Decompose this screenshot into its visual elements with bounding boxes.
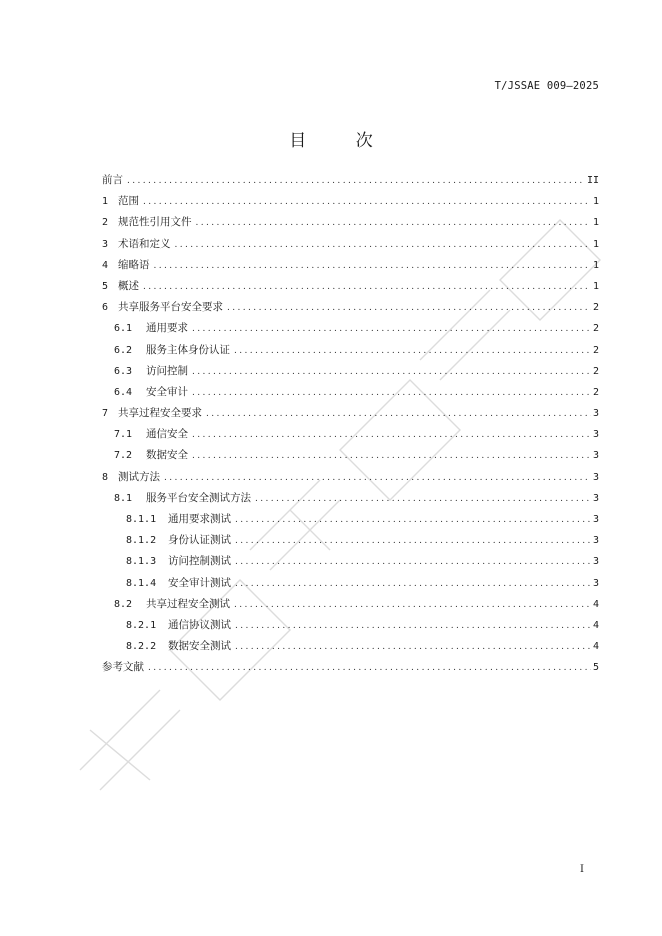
toc-entry[interactable]: [102, 467, 599, 488]
toc-entry-page: 2: [592, 323, 599, 335]
dot-leader: [255, 489, 591, 509]
toc-entry-page: 3: [592, 556, 599, 568]
toc-entry-page: 2: [592, 386, 599, 398]
toc-entry-number: 8.1.4: [126, 577, 157, 589]
toc-entry-page: 3: [592, 429, 599, 441]
toc-entry-label: 通用要求测试: [168, 513, 231, 525]
toc-entry-label: 安全审计测试: [168, 576, 231, 589]
toc-entry-page: 4: [592, 619, 599, 631]
toc-entry-label: 通信协议测试: [168, 618, 231, 631]
toc-entry-number: 6: [102, 302, 109, 314]
toc-entry-page: 1: [592, 280, 599, 292]
toc-entry-page: 3: [592, 514, 599, 525]
toc-entry-page: 3: [592, 450, 599, 462]
toc-entry-page: 3: [592, 492, 599, 504]
standard-code: T/JSSAE 009—2025: [494, 80, 599, 92]
dot-leader: [206, 404, 591, 424]
toc-entry-page: 3: [592, 535, 599, 547]
toc-entry-page: 1: [592, 196, 599, 208]
toc-entry-label: 范围: [118, 195, 139, 208]
toc-entry-label: 服务平台安全测试方法: [146, 491, 251, 504]
toc-entry-page: 5: [592, 662, 599, 674]
toc-entry-number: 8.1.1: [126, 514, 157, 525]
toc-entry[interactable]: [102, 255, 599, 276]
toc-entry[interactable]: [102, 170, 599, 191]
dot-leader: [192, 446, 591, 466]
toc-entry-label: 安全审计: [146, 385, 188, 398]
toc-entry-label: 术语和定义: [118, 237, 171, 250]
toc-entry-page: 3: [592, 577, 599, 589]
toc-entry[interactable]: [102, 615, 599, 636]
dot-leader: [196, 213, 591, 233]
toc-entry[interactable]: [102, 509, 599, 530]
toc-entry-page: 3: [592, 408, 599, 420]
dot-leader: [192, 383, 591, 403]
toc-entry[interactable]: [102, 382, 599, 403]
toc-entry[interactable]: [102, 530, 599, 551]
toc-entry-number: 7: [102, 408, 109, 420]
toc-entry-number: 4: [102, 259, 109, 271]
dot-leader: [148, 658, 591, 678]
toc-entry[interactable]: [102, 234, 599, 255]
dot-leader: [143, 192, 591, 212]
toc-entry[interactable]: [102, 361, 599, 382]
toc-entry-number: 2: [102, 217, 109, 229]
dot-leader: [235, 552, 591, 572]
toc-entry-number: 3: [102, 238, 109, 250]
toc-entry-number: 7.2: [114, 450, 133, 462]
toc-entry-number: 1: [102, 196, 109, 208]
toc-entry[interactable]: [102, 594, 599, 615]
toc-entry-page: 3: [592, 471, 599, 483]
toc-entry[interactable]: [102, 657, 599, 678]
dot-leader: [192, 319, 591, 339]
toc-entry[interactable]: [102, 424, 599, 445]
toc-entry-label: 通用要求: [146, 322, 188, 335]
toc-entry-label: 共享过程安全要求: [118, 407, 202, 420]
toc-entry-label: 通信安全: [146, 428, 188, 441]
toc-entry-label: 数据安全: [146, 449, 188, 462]
toc-entry[interactable]: [102, 403, 599, 424]
toc-entry-label: 共享服务平台安全要求: [118, 301, 223, 314]
page-number: I: [580, 864, 584, 875]
dot-leader: [234, 341, 591, 361]
toc-entry-label: 前言: [102, 174, 123, 186]
toc-entry-number: 7.1: [114, 429, 133, 441]
toc-entry-page: 1: [592, 259, 599, 271]
toc-entry[interactable]: [102, 573, 599, 594]
table-of-contents: [102, 170, 599, 679]
dot-leader: [127, 171, 585, 191]
toc-entry-label: 概述: [118, 279, 139, 292]
toc-entry-page: 4: [592, 641, 599, 653]
dot-leader: [235, 637, 591, 657]
toc-entry-number: 8.2: [114, 598, 133, 610]
toc-entry[interactable]: [102, 191, 599, 212]
page-title: 目 次: [289, 131, 395, 151]
toc-entry-label: 访问控制测试: [168, 555, 231, 568]
toc-entry-number: 6.3: [114, 365, 133, 377]
toc-entry[interactable]: [102, 318, 599, 339]
toc-entry-label: 测试方法: [118, 470, 160, 483]
dot-leader: [192, 425, 591, 445]
dot-leader: [235, 510, 591, 530]
toc-entry-number: 8.1.3: [126, 556, 157, 568]
toc-entry-page: 2: [592, 365, 599, 377]
toc-entry[interactable]: [102, 297, 599, 318]
toc-entry-number: 8.1: [114, 492, 133, 504]
toc-entry-label: 缩略语: [118, 258, 150, 271]
dot-leader: [164, 468, 591, 488]
dot-leader: [192, 362, 591, 382]
dot-leader: [234, 595, 591, 615]
toc-entry-label: 规范性引用文件: [118, 216, 192, 229]
dot-leader: [175, 235, 591, 255]
toc-entry-label: 共享过程安全测试: [146, 597, 230, 610]
toc-entry-page: 2: [592, 302, 599, 314]
dot-leader: [143, 277, 591, 297]
toc-entry-number: 6.2: [114, 344, 133, 356]
toc-entry-page: 1: [592, 238, 599, 250]
dot-leader: [235, 616, 591, 636]
toc-entry-number: 6.1: [114, 323, 133, 335]
toc-entry[interactable]: [102, 551, 599, 572]
toc-entry-page: 2: [592, 344, 599, 356]
toc-entry-number: 8: [102, 471, 109, 483]
toc-entry-page: 1: [592, 217, 599, 229]
toc-entry-label: 服务主体身份认证: [146, 343, 230, 356]
toc-entry-number: 8.2.2: [126, 641, 157, 653]
toc-entry[interactable]: [102, 445, 599, 466]
toc-entry[interactable]: [102, 340, 599, 361]
dot-leader: [227, 298, 591, 318]
toc-entry-label: 数据安全测试: [168, 640, 231, 653]
toc-entry[interactable]: [102, 636, 599, 657]
toc-entry-number: 5: [102, 280, 109, 292]
toc-entry[interactable]: [102, 276, 599, 297]
toc-entry-page: 4: [592, 598, 599, 610]
toc-entry-number: 8.2.1: [126, 619, 157, 631]
dot-leader: [235, 574, 591, 594]
toc-entry-label: 身份认证测试: [168, 534, 231, 547]
toc-entry-page: II: [586, 175, 599, 186]
toc-entry-number: 6.4: [114, 386, 133, 398]
toc-entry[interactable]: [102, 488, 599, 509]
toc-entry[interactable]: [102, 212, 599, 233]
dot-leader: [154, 256, 591, 276]
dot-leader: [235, 531, 591, 551]
toc-entry-label: 访问控制: [146, 364, 188, 377]
toc-entry-number: 8.1.2: [126, 535, 157, 547]
toc-entry-label: 参考文献: [102, 661, 144, 674]
